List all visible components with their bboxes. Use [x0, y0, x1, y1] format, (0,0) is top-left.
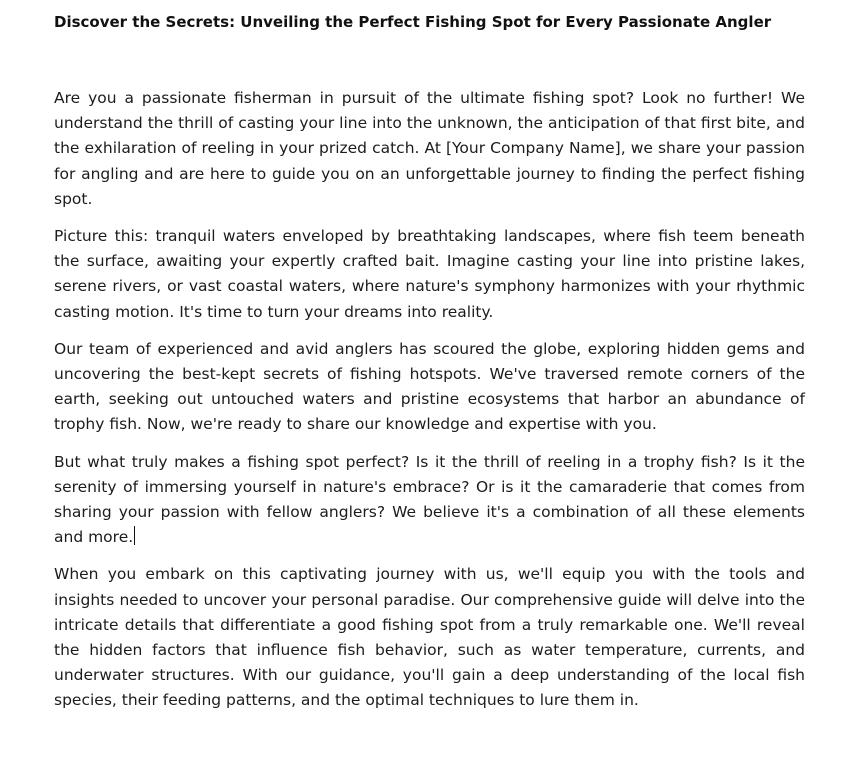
document-body[interactable] — [54, 10, 805, 726]
paragraph-journey: When you embark on this captivating journey with us, we'll equip you with the tools and insights needed to uncover your personal paradise. Our comprehensive guide will delve into the intricate details that differentiate a good fishing spot from a truly remarkable one. We'll reveal the hidden factors that influence fish behavior, such as water temperature, currents, and underwater structures. With our guidance, you'll gain a deep understanding of the local fish species, their feeding patterns, and the optimal techniques to lure them in. — [54, 565, 805, 710]
paragraph-our-team: Our team of experienced and avid anglers has scoured the globe, exploring hidden gems and uncovering the best-kept secrets of fishing hotspots. We've traversed remote corners of the earth, seeking out untouched waters and pristine ecosystems that harbor an abundance of trophy fish. Now, we're ready to share our knowledge and expertise with you. — [54, 339, 805, 434]
paragraph-perfect-spot — [54, 450, 805, 551]
text-cursor — [134, 526, 135, 545]
document-title: Discover the Secrets: Unveiling the Perfect Fishing Spot for Every Passionate Angler — [54, 13, 772, 31]
paragraph-picture-this: Picture this: tranquil waters enveloped by breathtaking landscapes, where fish teem beneath the surface, awaiting your expertly crafted bait. Imagine casting your line into pristine lakes, serene rivers, or vast coastal waters, where nature's symphony harmonizes with your rhythmic casting motion. It's time to turn your dreams into reality. — [54, 227, 805, 321]
paragraph-intro: Are you a passionate fisherman in pursuit of the ultimate fishing spot? Look no further! We understand the thrill of casting your line into the unknown, the anticipation of that first bite, and the exhilaration of reeling in your prized catch. At [Your Company Name], we share your passion for angling and are here to guide you on an unforgettable journey to finding the perfect fishing spot. — [54, 89, 805, 208]
paragraph-perfect-spot-text: But what truly makes a fishing spot perfect? Is it the thrill of reeling in a trophy fish? Is it the serenity of immersing yourself in nature's embrace? Or is it the camaraderie that comes from sharing your passion with fellow anglers? We believe it's a combination of all these elements and more. — [54, 452, 805, 547]
